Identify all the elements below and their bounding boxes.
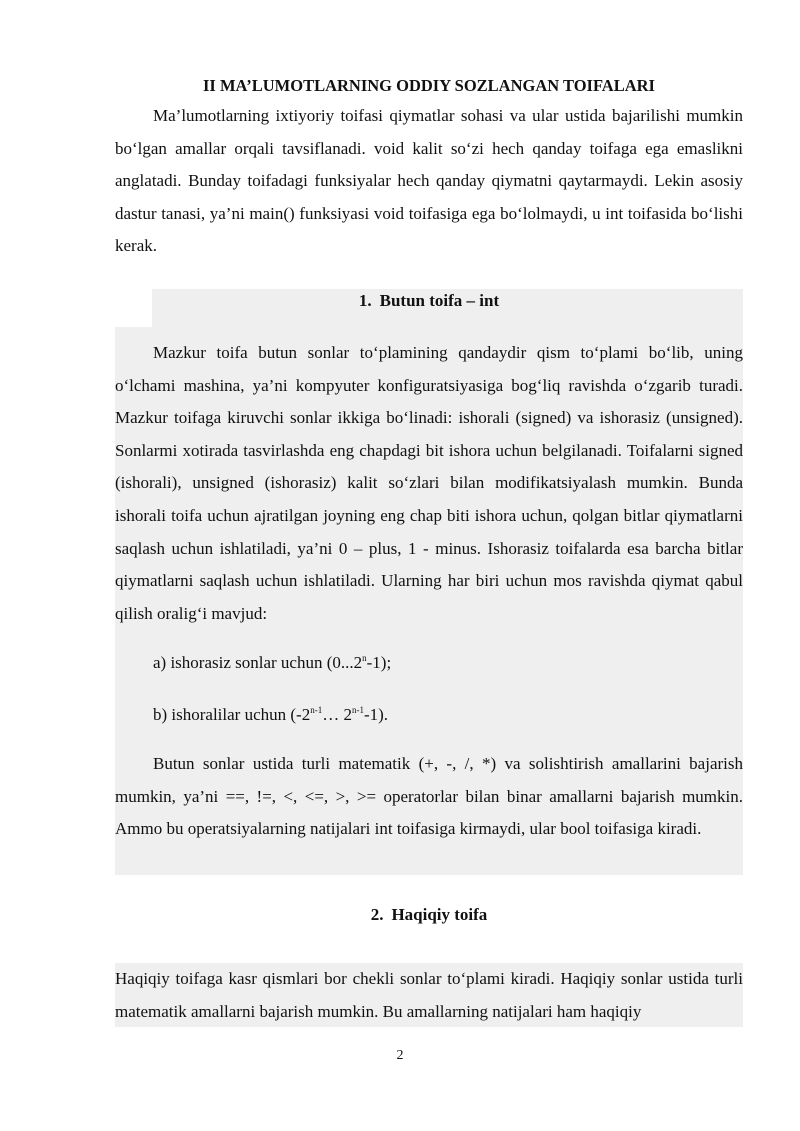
range-item-signed-suffix: -1). [363,705,389,724]
section1-number: 1. [358,291,372,310]
intro-paragraph: Ma’lumotlarning ixtiyoriy toifasi qiymatlar sohasi va ular ustida bajarilishi mumkin bo‘lgan amallar orqali tavsiflanadi. void kalit so‘zi hech qanday toifaga ega emaslikni anglatadi. Bunday toifadagi funksiyalar hech qanday qiymatni qaytarmaydi. Lekin asosiy dastur tanasi, ya’ni main() funksiyasi void toifasiga ega bo‘lolmaydi, u int toifasida bo‘lishi kerak. [115,106,743,256]
section2-title: Haqiqiy toifa [391,905,488,924]
range-item-unsigned-prefix: a) ishorasiz sonlar uchun (0...2 [153,653,363,672]
section1-para2-block [115,748,743,846]
section1-title: Butun toifa – int [379,291,500,310]
intro-paragraph-block [115,100,743,263]
range-item-signed-exponent-2: n-1 [351,705,364,715]
range-item-unsigned [153,652,391,674]
section2-heading [115,904,743,926]
section2-number: 2. [370,905,384,924]
section1-paragraph-2: Butun sonlar ustida turli matematik (+, -, /, *) va solishtirish amallarini bajarish mumkin, ya’ni ==, !=, <, <=, >, >= operatorlar bilan binar amallarni bajarish mumkin. Ammo bu operatsiyalarning natijalari int toifasiga kirmaydi, ular bool toifasiga kiradi. [115,754,743,839]
range-item-signed-middle: … 2 [322,705,352,724]
range-item-signed-exponent-1: n-1 [310,705,323,715]
range-item-unsigned-exponent: n [362,653,367,663]
section1-para1-block [115,337,743,630]
section2-paragraph-1: Haqiqiy toifaga kasr qismlari bor chekli sonlar to‘plami kiradi. Haqiqiy sonlar ustida turli matematik amallarni bajarish mumkin. Bu amallarning natijalari ham haqiqiy [115,969,743,1021]
page-title: II MA’LUMOTLARNING ODDIY SOZLANGAN TOIFALARI [203,76,655,95]
section1-paragraph-1: Mazkur toifa butun sonlar to‘plamining qandaydir qism to‘plami bo‘lib, uning o‘lchami mashina, ya’ni kompyuter konfiguratsiyasiga bog‘liq ravishda o‘zgarib turadi. Mazkur toifaga kiruvchi sonlar ikkiga bo‘linadi: ishorali (signed) va ishorasiz (unsigned). Sonlarmi xotirada tasvirlashda eng chapdagi bit ishora uchun belgilanadi. Toifalarni signed (ishorali), unsigned (ishorasiz) kalit so‘zlari bilan modifikatsiyalash mumkin. Bunda ishorali toifa uchun ajratilgan joyning eng chap biti ishora uchun, qolgan bitlar qiymatlarni saqlash uchun ishlatiladi, ya’ni 0 – plus, 1 - minus. Ishorasiz toifalarda esa barcha bitlar qiymatlarni saqlash uchun ishlatiladi. Ularning har biri uchun mos ravishda qiymat qabul qilish oralig‘i mavjud: [115,343,743,623]
range-item-signed-prefix: b) ishoralilar uchun (-2 [153,705,311,724]
section2-para1-block [115,963,743,1028]
section1-heading [115,290,743,312]
range-item-signed [153,704,388,726]
range-item-unsigned-suffix: -1); [366,653,392,672]
page-number: 2 [396,1048,404,1063]
